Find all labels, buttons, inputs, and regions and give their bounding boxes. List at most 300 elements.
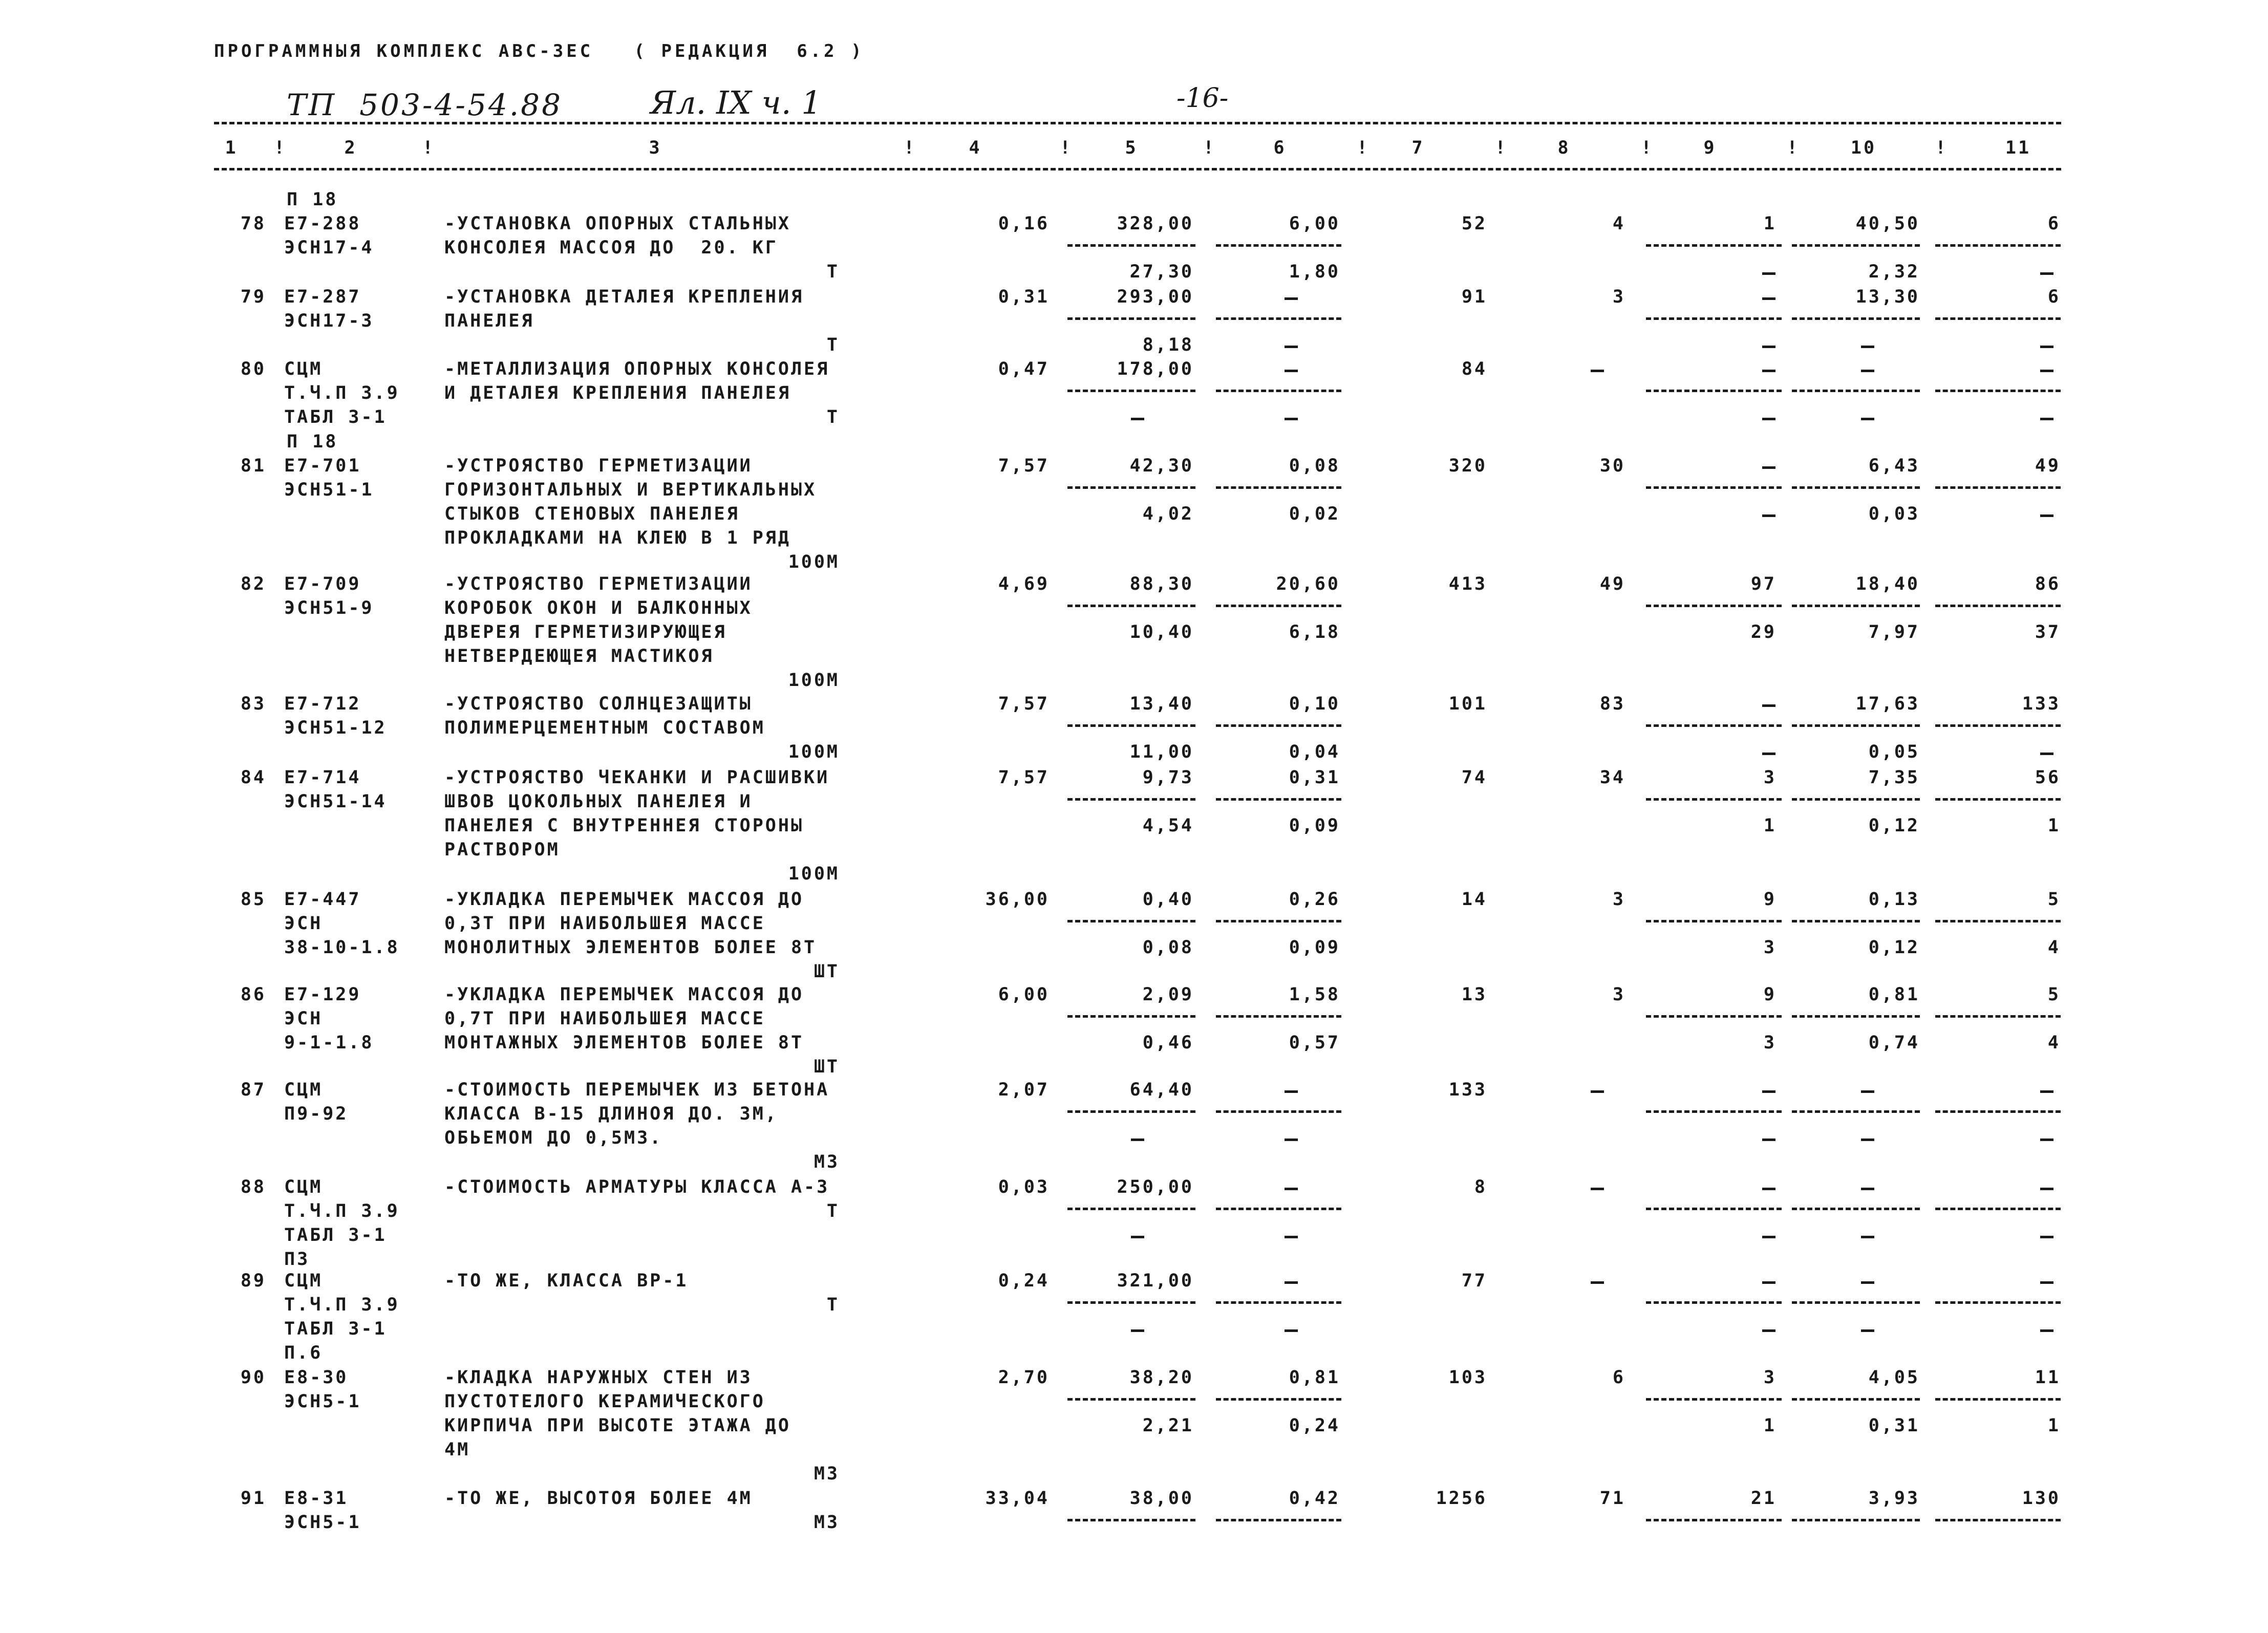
value-c4: 6,00 (998, 984, 1050, 1005)
value-c9: 3 (1763, 1367, 1777, 1388)
value-c5: 250,00 (1117, 1177, 1194, 1197)
sub-separator (1216, 317, 1341, 320)
row-number: 78 (240, 213, 266, 234)
row-code: ТАБЛ 3-1 (284, 1319, 387, 1339)
value-c6: 1,80 (1289, 262, 1340, 282)
row-unit: ШТ (814, 1057, 840, 1077)
row-description: ПАНЕЛЕЯ (444, 311, 534, 331)
value-c11: 6 (2047, 287, 2061, 307)
value-c11: 11 (2035, 1367, 2061, 1388)
value-c5: 321,00 (1117, 1271, 1194, 1291)
dash-mark (1285, 1188, 1298, 1190)
dash-mark (1762, 297, 1775, 300)
sub-separator (1792, 724, 1920, 727)
value-c10: 6,43 (1868, 456, 1920, 476)
column-separator: ! (1060, 138, 1073, 158)
value-c11: 6 (2047, 213, 2061, 234)
row-description: КОРОБОК ОКОН И БАЛКОННЫХ (444, 598, 753, 618)
sub-separator (1067, 920, 1195, 922)
row-description: -СТОИМОСТЬ АРМАТУРЫ КЛАССА А-3 (444, 1177, 830, 1197)
value-c7: 84 (1461, 359, 1487, 379)
value-c7: 91 (1461, 287, 1487, 307)
sub-separator (1067, 1208, 1195, 1210)
sub-separator (1067, 390, 1195, 392)
row-code: Е8-30 (284, 1367, 349, 1388)
dash-mark (2040, 272, 2053, 275)
sub-separator (1792, 486, 1920, 489)
sub-separator (1216, 486, 1341, 489)
dash-mark (1285, 1090, 1298, 1093)
row-code: 9-1-1.8 (284, 1033, 374, 1053)
row-code: Е7-709 (284, 574, 361, 594)
dash-mark (2040, 346, 2053, 348)
sub-separator (1646, 317, 1782, 320)
sub-separator (1646, 1301, 1782, 1304)
row-code: Е7-129 (284, 984, 361, 1005)
dash-mark (2040, 370, 2053, 372)
row-description: НЕТВЕРДЕЮЩЕЯ МАСТИКОЯ (444, 646, 714, 667)
column-header-7: 7 (1411, 138, 1425, 158)
sub-separator (1067, 798, 1195, 801)
dash-mark (1762, 514, 1775, 517)
value-c8: 3 (1612, 984, 1625, 1005)
value-c8: 6 (1612, 1367, 1625, 1388)
sub-separator (1935, 605, 2061, 607)
value-c5: 328,00 (1117, 213, 1194, 234)
sub-separator (1792, 244, 1920, 247)
row-prefix-ref: П 18 (287, 432, 338, 452)
value-c11: 4 (2047, 1033, 2061, 1053)
row-description: РАСТВОРОМ (444, 840, 560, 860)
dash-mark (1131, 418, 1144, 420)
dash-mark (1285, 1329, 1298, 1332)
row-description: МОНТАЖНЫХ ЭЛЕМЕНТОВ БОЛЕЕ 8Т (444, 1033, 804, 1053)
row-unit: Т (826, 335, 840, 355)
value-c6: 0,42 (1289, 1488, 1340, 1509)
row-description: 0,7Т ПРИ НАИБОЛЬШЕЯ МАССЕ (444, 1008, 765, 1029)
value-c4: 7,57 (998, 694, 1050, 714)
dash-mark (1285, 418, 1298, 420)
value-c5: 13,40 (1129, 694, 1194, 714)
column-header-3: 3 (649, 138, 662, 158)
dash-mark (1861, 418, 1874, 420)
sub-separator (1216, 920, 1341, 922)
value-c10: 7,97 (1868, 622, 1920, 642)
row-unit: Т (826, 262, 840, 282)
row-description: ДВЕРЕЯ ГЕРМЕТИЗИРУЮЩЕЯ (444, 622, 727, 642)
row-description: КИРПИЧА ПРИ ВЫСОТЕ ЭТАЖА ДО (444, 1415, 791, 1436)
dash-mark (1861, 346, 1874, 348)
row-description: КЛАССА В-15 ДЛИНОЯ ДО. 3М, (444, 1104, 778, 1124)
value-c11: 5 (2047, 889, 2061, 910)
value-c6: 0,09 (1289, 815, 1340, 836)
value-c8: 3 (1612, 889, 1625, 910)
sub-separator (1792, 1519, 1920, 1521)
sub-separator (1935, 1398, 2061, 1401)
value-c4: 33,04 (985, 1488, 1050, 1509)
column-separator: ! (1641, 138, 1654, 158)
row-description: КОНСОЛЕЯ МАССОЯ ДО 20. КГ (444, 238, 778, 258)
row-number: 85 (240, 889, 266, 910)
value-c7: 1256 (1436, 1488, 1487, 1509)
row-code: ТАБЛ 3-1 (284, 1225, 387, 1245)
row-description: ПОЛИМЕРЦЕМЕНТНЫМ СОСТАВОМ (444, 718, 765, 738)
value-c5: 0,40 (1142, 889, 1194, 910)
value-c4: 7,57 (998, 767, 1050, 788)
row-unit: Т (826, 1295, 840, 1315)
sub-separator (1067, 486, 1195, 489)
dash-mark (2040, 1236, 2053, 1238)
column-header-10: 10 (1850, 138, 1877, 158)
value-c5: 2,21 (1142, 1415, 1194, 1436)
value-c4: 0,31 (998, 287, 1050, 307)
row-number: 81 (240, 456, 266, 476)
row-number: 84 (240, 767, 266, 788)
dash-mark (1861, 1090, 1874, 1093)
value-c6: 0,81 (1289, 1367, 1340, 1388)
sub-separator (1216, 1208, 1341, 1210)
sub-separator (1646, 244, 1782, 247)
value-c7: 101 (1448, 694, 1487, 714)
value-c5: 4,02 (1142, 504, 1194, 524)
row-number: 83 (240, 694, 266, 714)
sub-separator (1935, 317, 2061, 320)
value-c5: 0,46 (1142, 1033, 1194, 1053)
dash-mark (1762, 418, 1775, 420)
sub-separator (1935, 1519, 2061, 1521)
row-description: -УСТРОЯСТВО ГЕРМЕТИЗАЦИИ (444, 456, 753, 476)
dash-mark (1285, 370, 1298, 372)
column-header-6: 6 (1273, 138, 1287, 158)
sub-separator (1216, 1015, 1341, 1018)
row-description: СТЫКОВ СТЕНОВЫХ ПАНЕЛЕЯ (444, 504, 740, 524)
value-c7: 14 (1461, 889, 1487, 910)
value-c9: 97 (1750, 574, 1777, 594)
value-c11: 86 (2035, 574, 2061, 594)
value-c6: 6,18 (1289, 622, 1340, 642)
value-c5: 0,08 (1142, 937, 1194, 958)
row-code: ЭСН51-9 (284, 598, 374, 618)
dash-mark (1762, 1138, 1775, 1141)
row-number: 88 (240, 1177, 266, 1197)
row-unit: ШТ (814, 961, 840, 982)
column-separator: ! (274, 138, 287, 158)
sub-separator (1067, 1398, 1195, 1401)
value-c11: 5 (2047, 984, 2061, 1005)
value-c5: 2,09 (1142, 984, 1194, 1005)
sub-separator (1067, 1015, 1195, 1018)
value-c6: 0,26 (1289, 889, 1340, 910)
row-number: 87 (240, 1080, 266, 1100)
sub-separator (1935, 724, 2061, 727)
value-c11: 37 (2035, 622, 2061, 642)
sub-separator (1935, 486, 2061, 489)
dash-mark (1591, 1090, 1604, 1093)
row-code: Т.Ч.П 3.9 (284, 1201, 400, 1221)
dash-mark (1762, 370, 1775, 372)
value-c7: 103 (1448, 1367, 1487, 1388)
row-description: -УСТРОЯСТВО ЧЕКАНКИ И РАСШИВКИ (444, 767, 830, 788)
row-description: -ТО ЖЕ, ВЫСОТОЯ БОЛЕЕ 4М (444, 1488, 753, 1509)
value-c6: 0,09 (1289, 937, 1340, 958)
dash-mark (2040, 1138, 2053, 1141)
row-description: -МЕТАЛЛИЗАЦИЯ ОПОРНЫХ КОНСОЛЕЯ (444, 359, 830, 379)
value-c6: 0,57 (1289, 1033, 1340, 1053)
row-code: ЭСН51-14 (284, 791, 387, 812)
value-c4: 0,24 (998, 1271, 1050, 1291)
value-c10: 0,31 (1868, 1415, 1920, 1436)
row-description: -КЛАДКА НАРУЖНЫХ СТЕН ИЗ (444, 1367, 753, 1388)
sheet-number: Ял. IX ч. 1 (650, 84, 822, 121)
value-c9: 3 (1763, 1033, 1777, 1053)
value-c5: 178,00 (1117, 359, 1194, 379)
value-c5: 64,40 (1129, 1080, 1194, 1100)
row-number: 80 (240, 359, 266, 379)
row-code: Е7-447 (284, 889, 361, 910)
dash-mark (2040, 1329, 2053, 1332)
value-c10: 0,74 (1868, 1033, 1920, 1053)
sub-separator (1646, 1208, 1782, 1210)
dash-mark (2040, 753, 2053, 755)
row-code: Е8-31 (284, 1488, 349, 1509)
sub-separator (1935, 1301, 2061, 1304)
value-c5: 10,40 (1129, 622, 1194, 642)
row-description: ГОРИЗОНТАЛЬНЫХ И ВЕРТИКАЛЬНЫХ (444, 480, 817, 500)
sub-separator (1067, 1301, 1195, 1304)
dash-mark (1762, 704, 1775, 707)
dash-mark (2040, 1188, 2053, 1190)
value-c7: 77 (1461, 1271, 1487, 1291)
value-c5: 9,73 (1142, 767, 1194, 788)
sub-separator (1216, 605, 1341, 607)
sub-separator (1216, 1398, 1341, 1401)
row-unit: М3 (814, 1464, 840, 1484)
sub-separator (1646, 390, 1782, 392)
sub-separator (1792, 605, 1920, 607)
column-separator: ! (904, 138, 917, 158)
row-code: Е7-288 (284, 213, 361, 234)
sub-separator (1067, 724, 1195, 727)
dash-mark (1285, 1281, 1298, 1284)
row-code: Е7-287 (284, 287, 361, 307)
sub-separator (1646, 1398, 1782, 1401)
sub-separator (1067, 1519, 1195, 1521)
value-c8: 71 (1599, 1488, 1625, 1509)
sub-separator (1935, 798, 2061, 801)
dash-mark (1861, 1281, 1874, 1284)
column-separator: ! (1787, 138, 1800, 158)
value-c10: 0,05 (1868, 742, 1920, 762)
value-c5: 42,30 (1129, 456, 1194, 476)
row-unit: 100М (788, 742, 840, 762)
sub-separator (1646, 920, 1782, 922)
value-c10: 0,03 (1868, 504, 1920, 524)
value-c5: 11,00 (1129, 742, 1194, 762)
value-c7: 52 (1461, 213, 1487, 234)
row-description: -УКЛАДКА ПЕРЕМЫЧЕК МАССОЯ ДО (444, 984, 804, 1005)
sub-separator (1646, 1519, 1782, 1521)
column-header-1: 1 (225, 138, 238, 158)
value-c7: 13 (1461, 984, 1487, 1005)
page-number: -16- (1176, 83, 1229, 114)
sub-separator (1216, 798, 1341, 801)
dash-mark (1591, 1188, 1604, 1190)
row-description: ПУСТОТЕЛОГО КЕРАМИЧЕСКОГО (444, 1391, 765, 1412)
row-description: -УКЛАДКА ПЕРЕМЫЧЕК МАССОЯ ДО (444, 889, 804, 910)
row-code: ТАБЛ 3-1 (284, 407, 387, 427)
row-unit: 100М (788, 670, 840, 691)
value-c6: 0,31 (1289, 767, 1340, 788)
sub-separator (1792, 1398, 1920, 1401)
column-header-11: 11 (2005, 138, 2031, 158)
sub-separator (1792, 798, 1920, 801)
row-code: ЭСН5-1 (284, 1391, 361, 1412)
value-c5: 38,20 (1129, 1367, 1194, 1388)
dash-mark (1762, 1329, 1775, 1332)
value-c6: 0,10 (1289, 694, 1340, 714)
value-c4: 36,00 (985, 889, 1050, 910)
value-c10: 40,50 (1855, 213, 1920, 234)
row-code: Т.Ч.П 3.9 (284, 1295, 400, 1315)
value-c10: 13,30 (1855, 287, 1920, 307)
dash-mark (2040, 1281, 2053, 1284)
dash-mark (1861, 1188, 1874, 1190)
dash-mark (1131, 1329, 1144, 1332)
value-c9: 1 (1763, 1415, 1777, 1436)
value-c6: 1,58 (1289, 984, 1340, 1005)
value-c4: 0,47 (998, 359, 1050, 379)
column-header-2: 2 (344, 138, 357, 158)
row-code: ЭСН (284, 1008, 323, 1029)
column-separator: ! (1203, 138, 1216, 158)
dash-mark (1861, 1138, 1874, 1141)
row-description: -СТОИМОСТЬ ПЕРЕМЫЧЕК ИЗ БЕТОНА (444, 1080, 830, 1100)
dash-mark (1762, 272, 1775, 275)
dash-mark (1285, 346, 1298, 348)
sub-separator (1935, 1208, 2061, 1210)
dash-mark (1861, 1236, 1874, 1238)
row-code: П3 (284, 1249, 310, 1270)
value-c8: 30 (1599, 456, 1625, 476)
header-rule-top (214, 122, 2061, 124)
row-code: Е7-714 (284, 767, 361, 788)
value-c9: 9 (1763, 984, 1777, 1005)
value-c7: 133 (1448, 1080, 1487, 1100)
row-code: ЭСН51-1 (284, 480, 374, 500)
row-unit: Т (826, 1201, 840, 1221)
row-description: ОБЬЕМОМ ДО 0,5М3. (444, 1128, 663, 1148)
column-header-8: 8 (1557, 138, 1571, 158)
sub-separator (1216, 1301, 1341, 1304)
sub-separator (1216, 244, 1341, 247)
dash-mark (1762, 1281, 1775, 1284)
row-code: ЭСН (284, 913, 323, 934)
dash-mark (1762, 466, 1775, 469)
sub-separator (1792, 1301, 1920, 1304)
value-c9: 21 (1750, 1488, 1777, 1509)
value-c10: 7,35 (1868, 767, 1920, 788)
dash-mark (1131, 1138, 1144, 1141)
value-c9: 1 (1763, 815, 1777, 836)
value-c9: 29 (1750, 622, 1777, 642)
dash-mark (2040, 1090, 2053, 1093)
row-description: -ТО ЖЕ, КЛАССА ВР-1 (444, 1271, 689, 1291)
sub-separator (1067, 605, 1195, 607)
value-c4: 7,57 (998, 456, 1050, 476)
dash-mark (2040, 514, 2053, 517)
row-code: СЦМ (284, 1080, 323, 1100)
sub-separator (1935, 1110, 2061, 1113)
row-description: 0,3Т ПРИ НАИБОЛЬШЕЯ МАССЕ (444, 913, 765, 934)
row-code: СЦМ (284, 1177, 323, 1197)
header-rule-bottom (214, 168, 2061, 170)
column-separator: ! (1357, 138, 1370, 158)
dash-mark (1762, 753, 1775, 755)
column-header-4: 4 (969, 138, 982, 158)
row-description: ПРОКЛАДКАМИ НА КЛЕЮ В 1 РЯД (444, 528, 791, 548)
column-separator: ! (1495, 138, 1508, 158)
value-c8: 83 (1599, 694, 1625, 714)
dash-mark (1861, 370, 1874, 372)
row-number: 82 (240, 574, 266, 594)
value-c11: 130 (2022, 1488, 2061, 1509)
value-c6: 20,60 (1276, 574, 1340, 594)
dash-mark (1762, 1090, 1775, 1093)
dash-mark (1285, 297, 1298, 300)
row-number: 86 (240, 984, 266, 1005)
dash-mark (1285, 1138, 1298, 1141)
value-c11: 1 (2047, 815, 2061, 836)
value-c11: 56 (2035, 767, 2061, 788)
row-description: И ДЕТАЛЕЯ КРЕПЛЕНИЯ ПАНЕЛЕЯ (444, 383, 791, 403)
value-c5: 38,00 (1129, 1488, 1194, 1509)
value-c10: 18,40 (1855, 574, 1920, 594)
row-description: -УСТАНОВКА ОПОРНЫХ СТАЛЬНЫХ (444, 213, 791, 234)
value-c10: 0,12 (1868, 937, 1920, 958)
row-unit: М3 (814, 1152, 840, 1172)
value-c11: 4 (2047, 937, 2061, 958)
dash-mark (2040, 418, 2053, 420)
row-description: 4М (444, 1439, 470, 1460)
sub-separator (1216, 1519, 1341, 1521)
sub-separator (1646, 798, 1782, 801)
row-unit: 100М (788, 864, 840, 884)
dash-mark (1762, 346, 1775, 348)
doc-code: ТП 503-4-54.88 (287, 88, 563, 122)
dash-mark (1285, 1236, 1298, 1238)
sub-separator (1067, 1110, 1195, 1113)
sub-separator (1792, 390, 1920, 392)
value-c6: 0,08 (1289, 456, 1340, 476)
value-c10: 0,12 (1868, 815, 1920, 836)
column-separator: ! (422, 138, 436, 158)
row-description: ПАНЕЛЕЯ С ВНУТРЕННЕЯ СТОРОНЫ (444, 815, 804, 836)
value-c6: 0,24 (1289, 1415, 1340, 1436)
value-c4: 0,03 (998, 1177, 1050, 1197)
sub-separator (1792, 920, 1920, 922)
value-c8: 34 (1599, 767, 1625, 788)
dash-mark (1861, 1329, 1874, 1332)
value-c9: 3 (1763, 937, 1777, 958)
value-c5: 27,30 (1129, 262, 1194, 282)
row-number: 79 (240, 287, 266, 307)
row-unit: Т (826, 407, 840, 427)
sub-separator (1646, 605, 1782, 607)
value-c6: 0,02 (1289, 504, 1340, 524)
value-c10: 2,32 (1868, 262, 1920, 282)
value-c11: 133 (2022, 694, 2061, 714)
row-code: П.6 (284, 1343, 323, 1363)
